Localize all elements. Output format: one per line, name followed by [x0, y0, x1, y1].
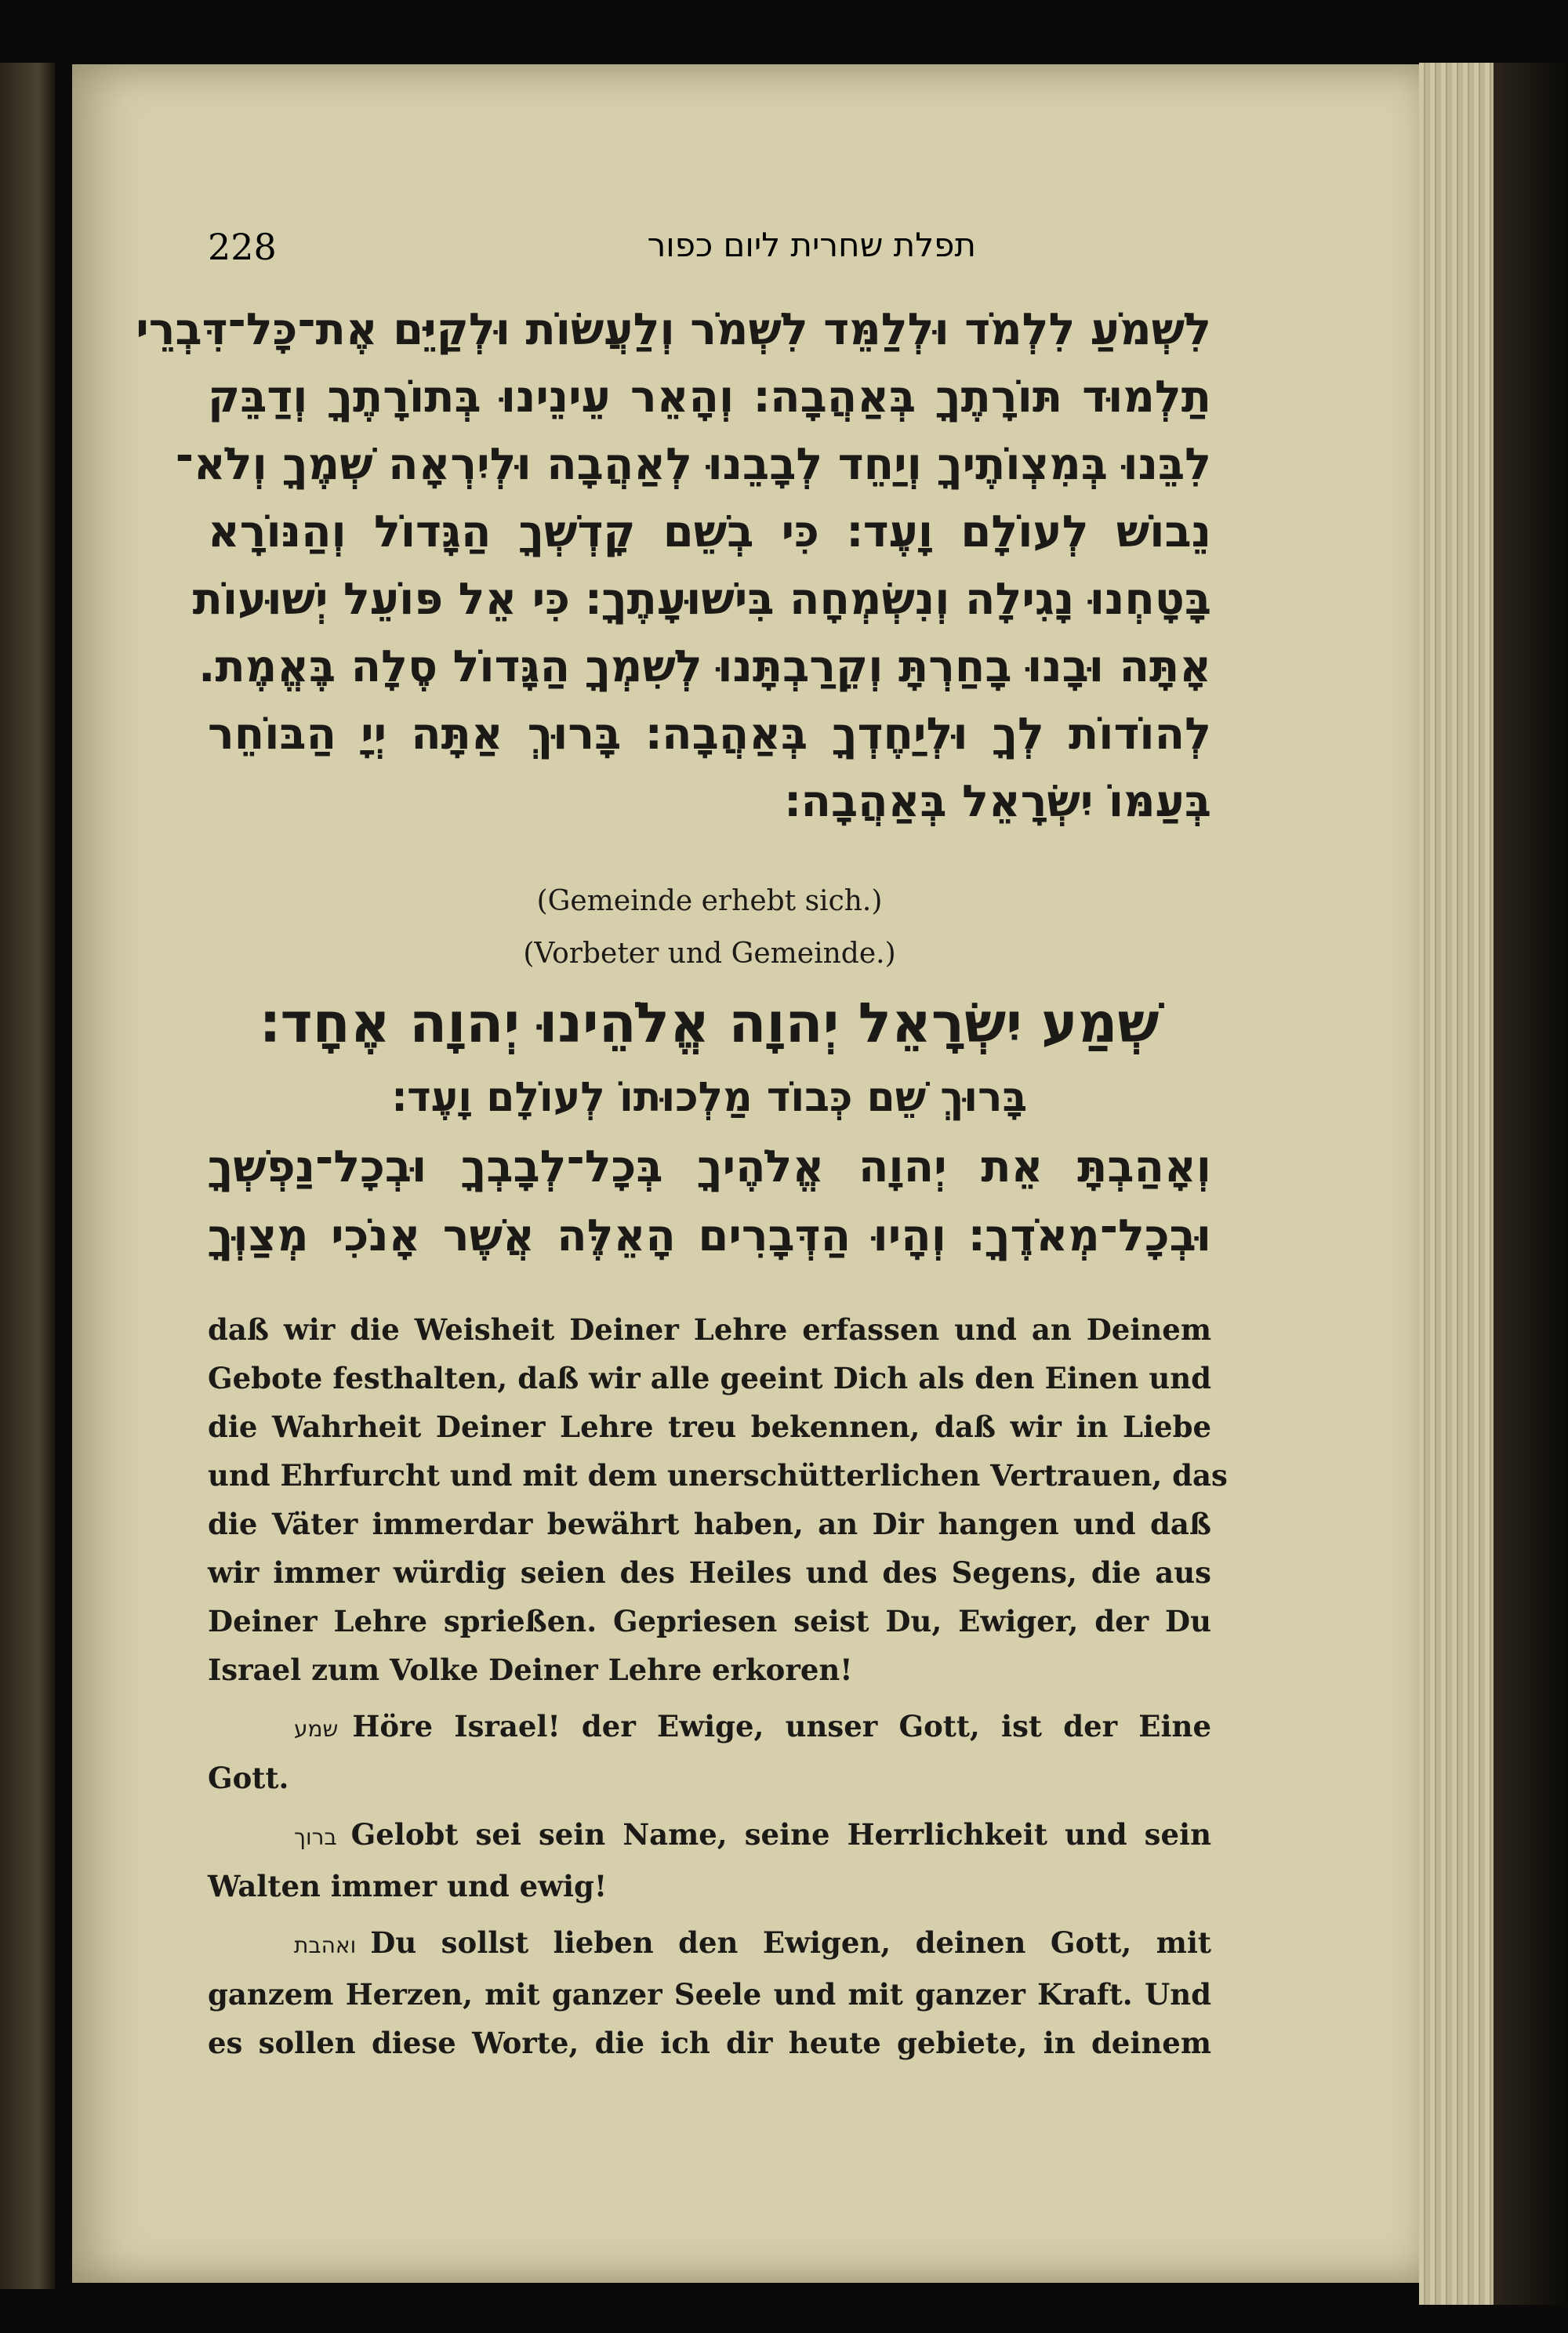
german-shema-line	[208, 1702, 1211, 1754]
german-shema-line-2: Gott.	[208, 1761, 289, 1795]
page-number: 228	[208, 226, 277, 268]
direction-leader-and-congregation: (Vorbeter und Gemeinde.)	[523, 938, 896, 970]
hebrew-prayer-block	[136, 296, 1211, 836]
hebrew-line: בְּעַמּוֹ יִשְׂרָאֵל בְּאַהֲבָה׃	[784, 776, 1211, 827]
german-line: Deiner Lehre sprießen. Gepriesen seist Du, Ewiger, der Du	[208, 1604, 1211, 1638]
german-veahavta-text: Du sollst lieben den Ewigen, deinen Gott, mit	[370, 1925, 1211, 1960]
german-veahavta-line	[208, 1918, 1211, 1970]
veahavta-line: וְאָהַבְתָּ אֵת יְהוָה אֱלֹהֶיךָ בְּכָל־לְבָבְךָ וּבְכָל־נַפְשְׁךָ	[208, 1141, 1211, 1192]
german-baruch-text: Gelobt sei sein Name, seine Herrlichkeit und sein	[350, 1817, 1211, 1852]
german-veahavta-line-3: es sollen diese Worte, die ich dir heute gebiete, in deinem	[208, 2026, 1211, 2060]
veahavta-cue: ואהבת	[294, 1932, 357, 1958]
running-title: תפלת שחרית ליום כפור	[647, 226, 976, 264]
german-line: die Väter immerdar bewährt haben, an Dir hangen und daß	[208, 1507, 1211, 1541]
german-baruch-line-2: Walten immer und ewig!	[208, 1869, 608, 1903]
german-shema-text: Höre Israel! der Ewige, unser Gott, ist der Eine	[352, 1709, 1211, 1743]
german-line: und Ehrfurcht und mit dem unerschütterlichen Vertrauen, das	[208, 1458, 1228, 1493]
hebrew-line: לִבֵּנוּ בְּמִצְוֹתֶיךָ וְיַחֵד לְבָבֵנוּ לְאַהֲבָה וּלְיִרְאָה שְׁמֶךָ וְלֹא־	[175, 439, 1211, 490]
veahavta-line: וּבְכָל־מְאֹדֶךָ׃ וְהָיוּ הַדְּבָרִים הָאֵלֶּה אֲשֶׁר אָנֹכִי מְצַוְּךָ	[208, 1210, 1211, 1261]
german-line: wir immer würdig seien des Heiles und des Segens, die aus	[208, 1555, 1211, 1590]
page-header	[208, 226, 1211, 273]
direction-congregation-rises: (Gemeinde erhebt sich.)	[536, 885, 883, 917]
background	[1494, 63, 1568, 2305]
hebrew-line: לִשְׁמֹעַ לִלְמֹד וּלְלַמֵּד לִשְׁמֹר וְלַעֲשׂוֹת וּלְקַיֵּם אֶת־כָּל־דִּבְרֵי	[136, 304, 1211, 355]
german-line: die Wahrheit Deiner Lehre treu bekennen, daß wir in Liebe	[208, 1410, 1211, 1444]
german-baruch-line	[208, 1810, 1211, 1862]
german-translation	[208, 1305, 1228, 2067]
hebrew-line: בָּטָחְנוּ נָגִילָה וְנִשְׂמְחָה בִּישׁוּעָתֶךָ׃ כִּי אֵל פּוֹעֵל יְשׁוּעוֹת	[192, 574, 1211, 625]
baruch-shem-line: בָּרוּךְ שֵׁם כְּבוֹד מַלְכוּתוֹ לְעוֹלָם וָעֶד׃	[391, 1074, 1028, 1121]
german-line: Israel zum Volke Deiner Lehre erkoren!	[208, 1653, 853, 1687]
facing-page-edge	[0, 63, 55, 2289]
shema-block	[208, 984, 1211, 1271]
shema-cue: שמע	[294, 1716, 339, 1742]
page-stack-edge	[1419, 63, 1497, 2305]
baruch-cue: ברוך	[294, 1824, 337, 1850]
german-veahavta-line-2: ganzem Herzen, mit ganzer Seele und mit ganzer Kraft. Und	[208, 1977, 1211, 2012]
stage-directions	[208, 878, 1211, 983]
hebrew-line: לְהוֹדוֹת לְךָ וּלְיַחֶדְךָ בְּאַהֲבָה׃ בָּרוּךְ אַתָּה יְיָ הַבּוֹחֵר	[208, 709, 1211, 760]
hebrew-line: נֵבוֹשׁ לְעוֹלָם וָעֶד׃ כִּי בְשֵׁם קָדְשְׁךָ הַגָּדוֹל וְהַנּוֹרָא	[208, 506, 1211, 557]
hebrew-line: תַלְמוּד תּוֹרָתֶךָ בְּאַהֲבָה׃ וְהָאֵר עֵינֵינוּ בְּתוֹרָתֶךָ וְדַבֵּק	[208, 372, 1211, 423]
shema-line: שְׁמַע יִשְׂרָאֵל יְהוָה אֱלֹהֵינוּ יְהוָה אֶחָד׃	[260, 991, 1160, 1055]
hebrew-line: אָתָּה וּבָנוּ בָחַרְתָּ וְקֵרַבְתָּנוּ לְשִׁמְךָ הַגָּדוֹל סֶלָה בֶּאֱמֶת.	[198, 641, 1211, 692]
german-line: Gebote festhalten, daß wir alle geeint Dich als den Einen und	[208, 1361, 1211, 1395]
german-line: daß wir die Weisheit Deiner Lehre erfassen und an Deinem	[208, 1312, 1211, 1347]
